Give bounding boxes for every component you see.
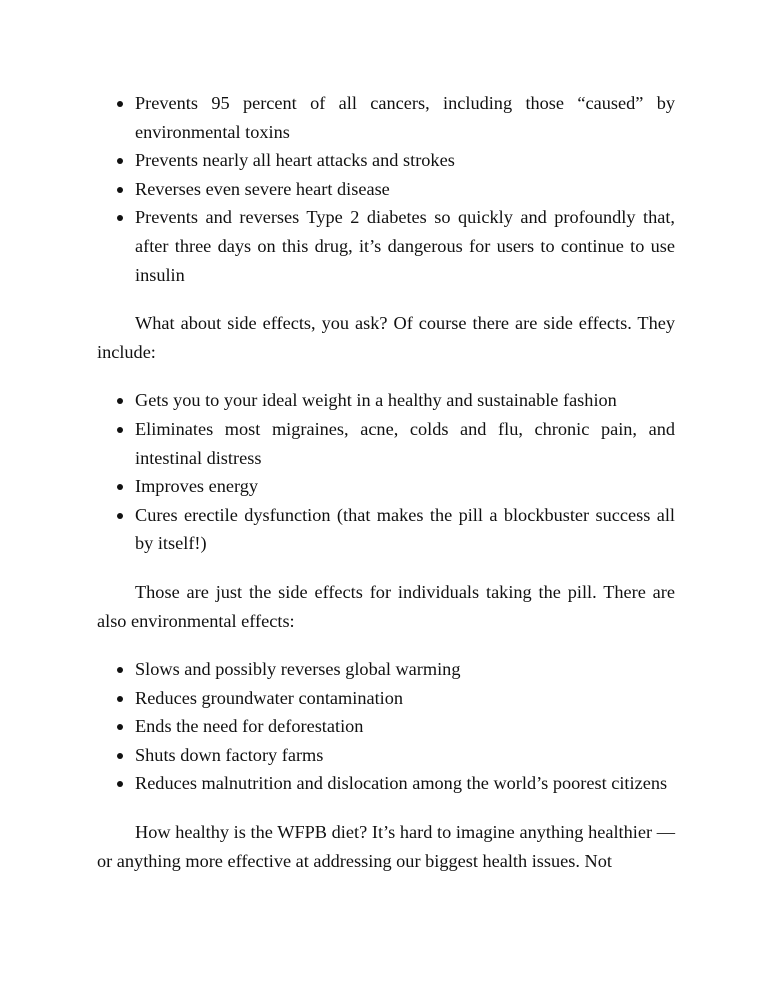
paragraph-side-effects: What about side effects, you ask? Of course there are side effects. They include: [97, 313, 675, 362]
list-item: Prevents 95 percent of all cancers, including those “caused” by environmental toxins [97, 89, 675, 146]
list-item: Shuts down factory farms [97, 741, 675, 770]
list-item: Eliminates most migraines, acne, colds and flu, chronic pain, and intestinal distress [97, 415, 675, 472]
side-effects-list [97, 386, 675, 558]
list-item: Prevents nearly all heart attacks and strokes [97, 146, 675, 175]
document-page [97, 89, 675, 875]
list-item: Improves energy [97, 472, 675, 501]
list-item: Slows and possibly reverses global warming [97, 655, 675, 684]
list-item: Reduces malnutrition and dislocation among the world’s poorest citizens [97, 769, 675, 798]
list-item: Reverses even severe heart disease [97, 175, 675, 204]
paragraph-wfpb-diet: How healthy is the WFPB diet? It’s hard to imagine anything healthier — or anything more effective at addressing our biggest health issues. Not [97, 822, 675, 871]
paragraph-environmental-effects: Those are just the side effects for individuals taking the pill. There are also environmental effects: [97, 581, 675, 631]
list-item: Ends the need for deforestation [97, 712, 675, 741]
list-item: Cures erectile dysfunction (that makes the pill a blockbuster success all by itself!) [97, 501, 675, 558]
list-item: Gets you to your ideal weight in a healthy and sustainable fashion [97, 386, 675, 415]
list-item: Reduces groundwater contamination [97, 684, 675, 713]
environmental-effects-list [97, 655, 675, 798]
benefits-list [97, 89, 675, 289]
list-item: Prevents and reverses Type 2 diabetes so quickly and profoundly that, after three days on this drug, it’s dangerous for users to continue to use insulin [97, 203, 675, 289]
